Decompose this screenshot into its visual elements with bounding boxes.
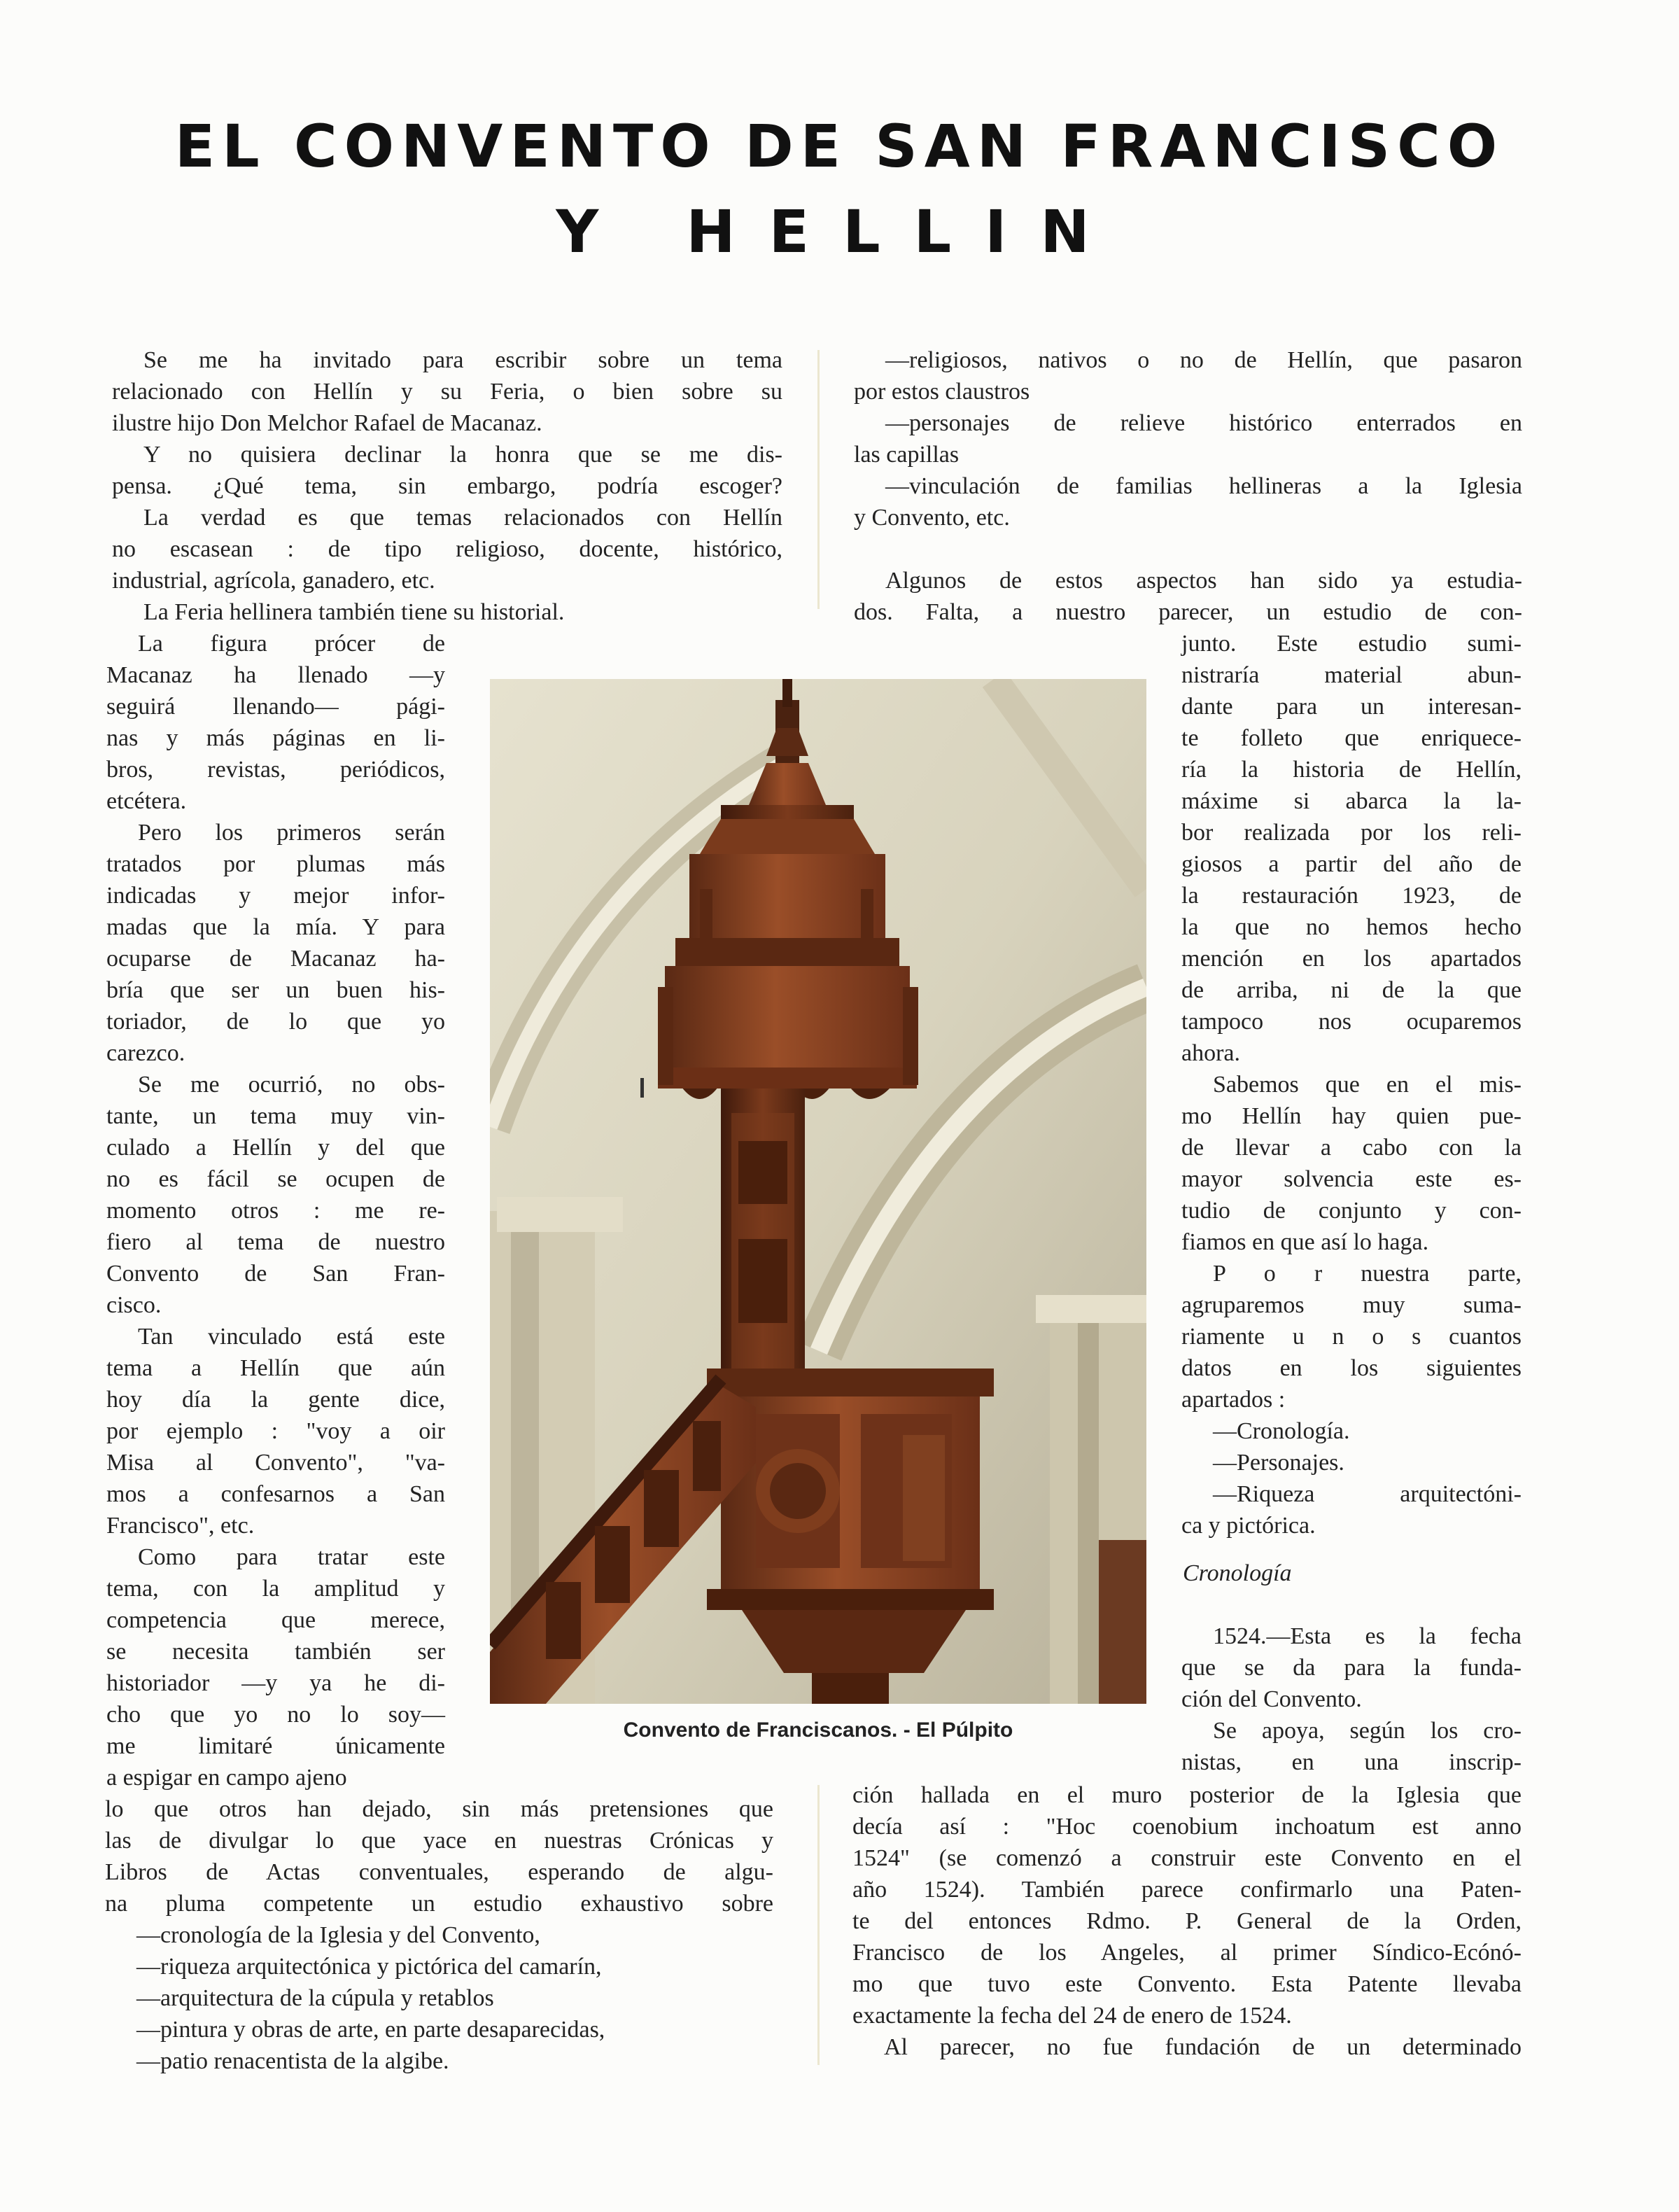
article-title-line-2: Y HELLIN xyxy=(556,197,1123,266)
text-line: Algunos de estos aspectos han sido ya estudia- xyxy=(885,568,1522,594)
text-line: de llevar a cabo con la xyxy=(1181,1135,1522,1161)
text-line: la restauración 1923, de xyxy=(1181,883,1522,909)
text-line: datos en los siguientes xyxy=(1181,1355,1522,1381)
pulpit-photo xyxy=(490,679,1146,1704)
text-line: que se da para la funda- xyxy=(1181,1655,1522,1681)
text-line: Macanaz ha llenado —y xyxy=(106,662,445,688)
text-line: año 1524). También parece confirmarlo una Paten- xyxy=(852,1877,1522,1903)
text-line: cho que yo no lo soy— xyxy=(106,1702,445,1728)
text-line: P o r nuestra parte, xyxy=(1213,1261,1522,1287)
text-line: exactamente la fecha del 24 de enero de 1524. xyxy=(852,2003,1292,2029)
section-heading-cronologia: Cronología xyxy=(1183,1560,1292,1586)
text-line: —religiosos, nativos o no de Hellín, que pasaron xyxy=(885,347,1522,373)
text-line: mención en los apartados xyxy=(1181,946,1522,972)
text-line: dos. Falta, a nuestro parecer, un estudio de con- xyxy=(854,599,1522,625)
text-line: carezco. xyxy=(106,1040,185,1066)
text-line: giosos a partir del año de xyxy=(1181,851,1522,877)
text-line: ilustre hijo Don Melchor Rafael de Macanaz. xyxy=(112,410,542,436)
text-line: seguirá llenando— pági- xyxy=(106,694,445,720)
text-line: por ejemplo : "voy a oir xyxy=(106,1418,445,1444)
text-line: —cronología de la Iglesia y del Convento, xyxy=(136,1922,540,1948)
text-line: —Personajes. xyxy=(1213,1450,1344,1476)
column-divider-bottom xyxy=(817,1785,820,2065)
text-line: riamente u n o s cuantos xyxy=(1181,1324,1522,1350)
text-line: tudio de conjunto y con- xyxy=(1181,1198,1522,1224)
text-line: culado a Hellín y del que xyxy=(106,1135,445,1161)
text-line: ción del Convento. xyxy=(1181,1686,1362,1712)
col2-top-text xyxy=(854,344,1522,628)
text-line: ahora. xyxy=(1181,1040,1241,1066)
text-line: etcétera. xyxy=(106,788,187,814)
text-line: —Riqueza arquitectóni- xyxy=(1213,1481,1522,1507)
text-line: fiamos en que así lo haga. xyxy=(1181,1229,1429,1255)
col1-intro-text xyxy=(112,344,782,628)
text-line: Se me ha invitado para escribir sobre un tema xyxy=(143,347,782,373)
text-line: ría la historia de Hellín, xyxy=(1181,757,1522,783)
text-line: tema, con la amplitud y xyxy=(106,1576,445,1602)
text-line: indicadas y mejor infor- xyxy=(106,883,445,909)
text-line: tratados por plumas más xyxy=(106,851,445,877)
text-line: Al parecer, no fue fundación de un determinado xyxy=(884,2034,1522,2060)
text-line: Se me ocurrió, no obs- xyxy=(138,1072,445,1098)
text-line: industrial, agrícola, ganadero, etc. xyxy=(112,568,435,594)
text-line: junto. Este estudio sumi- xyxy=(1181,631,1522,657)
text-line: La figura prócer de xyxy=(138,631,445,657)
text-line: se necesita también ser xyxy=(106,1639,445,1665)
text-line: tema a Hellín que aún xyxy=(106,1355,445,1381)
text-line: fiero al tema de nuestro xyxy=(106,1229,445,1255)
text-line: —vinculación de familias hellineras a la Iglesia xyxy=(885,473,1522,499)
text-line: la que no hemos hecho xyxy=(1181,914,1522,940)
text-line: cisco. xyxy=(106,1292,162,1318)
text-line: me limitaré únicamente xyxy=(106,1733,445,1759)
text-line: máxime si abarca la la- xyxy=(1181,788,1522,814)
text-line: —riqueza arquitectónica y pictórica del camarín, xyxy=(136,1954,602,1980)
text-line: las de divulgar lo que yace en nuestras Crónicas y xyxy=(105,1828,773,1854)
text-line: relacionado con Hellín y su Feria, o bien sobre su xyxy=(112,379,782,405)
text-line: 1524.—Esta es la fecha xyxy=(1213,1623,1522,1649)
text-line: nas y más páginas en li- xyxy=(106,725,445,751)
text-line: por estos claustros xyxy=(854,379,1030,405)
text-line: toriador, de lo que yo xyxy=(106,1009,445,1035)
text-line: de arriba, ni de la que xyxy=(1181,977,1522,1003)
text-line: —arquitectura de la cúpula y retablos xyxy=(136,1985,494,2011)
text-line: nistraría material abun- xyxy=(1181,662,1522,688)
text-line: La Feria hellinera también tiene su historial. xyxy=(143,599,565,625)
text-line: pensa. ¿Qué tema, sin embargo, podría escoger? xyxy=(112,473,782,499)
col2-narrow-text xyxy=(1181,628,1522,1541)
text-line: ción hallada en el muro posterior de la Iglesia que xyxy=(852,1782,1522,1808)
text-line: Se apoya, según los cro- xyxy=(1213,1718,1522,1744)
text-line: —patio renacentista de la algibe. xyxy=(136,2048,449,2074)
text-line: mo Hellín hay quien pue- xyxy=(1181,1103,1522,1129)
text-line: Francisco de los Angeles, al primer Síndico-Ecónó- xyxy=(852,1940,1522,1966)
text-line: historiador —y ya he di- xyxy=(106,1670,445,1696)
text-line: tante, un tema muy vin- xyxy=(106,1103,445,1129)
photo-caption: Convento de Franciscanos. - El Púlpito xyxy=(623,1718,1013,1742)
text-line: ocuparse de Macanaz ha- xyxy=(106,946,445,972)
text-line: Y no quisiera declinar la honra que se me dis- xyxy=(143,442,782,468)
text-line: bría que ser un buen his- xyxy=(106,977,445,1003)
text-line: decía así : "Hoc coenobium inchoatum est anno xyxy=(852,1814,1522,1840)
col2-narrow-text-2 xyxy=(1181,1620,1522,1778)
text-line: lo que otros han dejado, sin más pretensiones que xyxy=(105,1796,773,1822)
text-line: 1524" (se comenzó a construir este Convento en el xyxy=(852,1845,1522,1871)
text-line: a espigar en campo ajeno xyxy=(106,1765,347,1791)
text-line: y Convento, etc. xyxy=(854,505,1010,531)
text-line: agruparemos muy suma- xyxy=(1181,1292,1522,1318)
text-line: nistas, en una inscrip- xyxy=(1181,1749,1522,1775)
text-line: madas que la mía. Y para xyxy=(106,914,445,940)
text-line: momento otros : me re- xyxy=(106,1198,445,1224)
text-line: te folleto que enriquece- xyxy=(1181,725,1522,751)
text-line: mos a confesarnos a San xyxy=(106,1481,445,1507)
text-line: mo que tuvo este Convento. Esta Patente llevaba xyxy=(852,1971,1522,1997)
text-line: La verdad es que temas relacionados con Hellín xyxy=(143,505,782,531)
text-line: Sabemos que en el mis- xyxy=(1213,1072,1522,1098)
text-line: apartados : xyxy=(1181,1387,1286,1413)
text-line: mayor solvencia este es- xyxy=(1181,1166,1522,1192)
text-line: —Cronología. xyxy=(1213,1418,1350,1444)
text-line: Pero los primeros serán xyxy=(138,820,445,846)
text-line: bros, revistas, periódicos, xyxy=(106,757,445,783)
text-line: hoy día la gente dice, xyxy=(106,1387,445,1413)
text-line: Francisco", etc. xyxy=(106,1513,255,1539)
text-line: na pluma competente un estudio exhaustivo sobre xyxy=(105,1891,773,1917)
text-line: Como para tratar este xyxy=(138,1544,445,1570)
text-line: Tan vinculado está este xyxy=(138,1324,445,1350)
text-line: Convento de San Fran- xyxy=(106,1261,445,1287)
text-line: dante para un interesan- xyxy=(1181,694,1522,720)
text-line: no es fácil se ocupen de xyxy=(106,1166,445,1192)
text-line: competencia que merece, xyxy=(106,1607,445,1633)
text-line: no escasean : de tipo religioso, docente, histórico, xyxy=(112,536,782,562)
col1-narrow-text xyxy=(106,628,445,1793)
text-line: —pintura y obras de arte, en parte desaparecidas, xyxy=(136,2017,605,2043)
col2-bottom-text xyxy=(852,1779,1522,2063)
text-line: tampoco nos ocuparemos xyxy=(1181,1009,1522,1035)
text-line: Libros de Actas conventuales, esperando de algu- xyxy=(105,1859,773,1885)
text-line: —personajes de relieve histórico enterrados en xyxy=(885,410,1522,436)
article-title-line-1: EL CONVENTO DE SAN FRANCISCO xyxy=(174,112,1505,181)
col1-bottom-text xyxy=(105,1793,773,2077)
text-line: te del entonces Rdmo. P. General de la Orden, xyxy=(852,1908,1522,1934)
text-line: ca y pictórica. xyxy=(1181,1513,1316,1539)
column-divider-top xyxy=(817,350,820,609)
text-line: las capillas xyxy=(854,442,960,468)
text-line: Misa al Convento", "va- xyxy=(106,1450,445,1476)
text-line: bor realizada por los reli- xyxy=(1181,820,1522,846)
